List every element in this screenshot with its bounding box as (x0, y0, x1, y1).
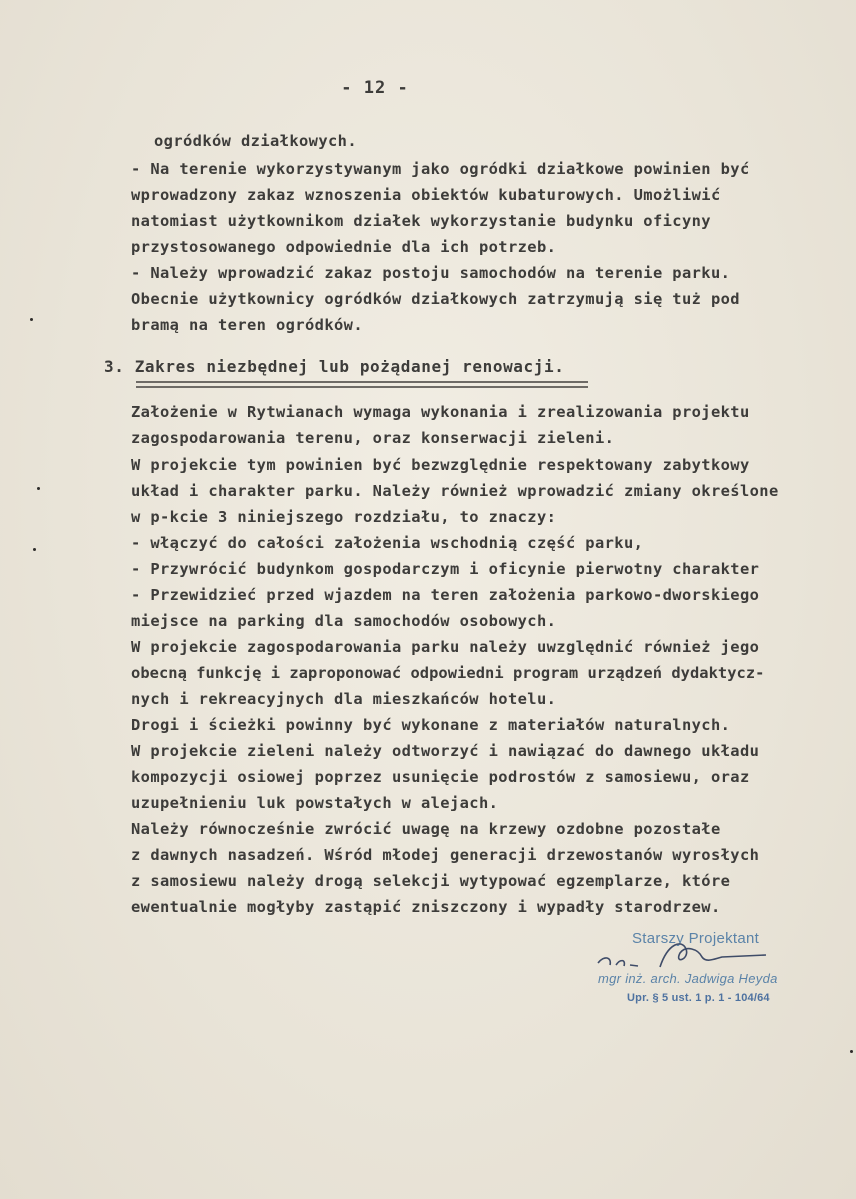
margin-dot (850, 1050, 853, 1053)
text-line: - Przywrócić budynkom gospodarczym i oficynie pierwotny charakter (131, 560, 760, 578)
text-line: wprowadzony zakaz wznoszenia obiektów kubaturowych. Umożliwić (131, 186, 721, 204)
stamp-title: Starszy Projektant (632, 930, 760, 947)
text-line: Drogi i ścieżki powinny być wykonane z materiałów naturalnych. (131, 716, 731, 734)
text-line: ogródków działkowych. (154, 132, 357, 150)
text-line: układ i charakter parku. Należy również wprowadzić zmiany określone (131, 482, 779, 500)
margin-dot (33, 548, 36, 551)
text-line: przystosowanego odpowiednie dla ich potrzeb. (131, 238, 557, 256)
margin-dot (37, 487, 40, 490)
text-line: - Na terenie wykorzystywanym jako ogródki działkowe powinien być (131, 160, 750, 178)
text-line: - Należy wprowadzić zakaz postoju samochodów na terenie parku. (131, 264, 731, 282)
stamp-name: mgr inż. arch. Jadwiga Heyda (598, 971, 778, 986)
text-line: W projekcie zieleni należy odtworzyć i nawiązać do dawnego układu (131, 742, 760, 760)
text-line: - włączyć do całości założenia wschodnią część parku, (131, 534, 644, 552)
page-number: - 12 - (341, 78, 409, 98)
text-line: ewentualnie mogłyby zastąpić zniszczony i wypadły starodrzew. (131, 898, 721, 916)
text-line: nych i rekreacyjnych dla mieszkańców hotelu. (131, 690, 557, 708)
text-line: bramą na teren ogródków. (131, 316, 363, 334)
text-line: z samosiewu należy drogą selekcji wytypować egzemplarze, które (131, 872, 731, 890)
text-line: Założenie w Rytwianach wymaga wykonania i zrealizowania projektu (131, 403, 750, 421)
text-line: w p-kcie 3 niniejszego rozdziału, to znaczy: (131, 508, 557, 526)
text-line: z dawnych nasadzeń. Wśród młodej generacji drzewostanów wyrosłych (131, 846, 760, 864)
text-line: obecną funkcję i zaproponować odpowiedni program urządzeń dydaktycz- (131, 664, 765, 682)
text-line: - Przewidzieć przed wjazdem na teren założenia parkowo-dworskiego (131, 586, 760, 604)
margin-dot (30, 318, 33, 321)
signature-icon (590, 935, 780, 975)
text-line: miejsce na parking dla samochodów osobowych. (131, 612, 557, 630)
text-line: kompozycji osiowej poprzez usunięcie podrostów z samosiewu, oraz (131, 768, 750, 786)
text-line: uzupełnieniu luk powstałych w alejach. (131, 794, 499, 812)
text-line: Należy równocześnie zwrócić uwagę na krzewy ozdobne pozostałe (131, 820, 721, 838)
text-line: W projekcie zagospodarowania parku należy uwzględnić również jego (131, 638, 760, 656)
section-heading: 3. Zakres niezbędnej lub pożądanej renowacji. (104, 357, 565, 376)
text-line: zagospodarowania terenu, oraz konserwacji zieleni. (131, 429, 615, 447)
stamp-registration: Upr. § 5 ust. 1 p. 1 - 104/64 (627, 992, 770, 1004)
text-line: natomiast użytkownikom działek wykorzystanie budynku oficyny (131, 212, 711, 230)
text-line: Obecnie użytkownicy ogródków działkowych zatrzymują się tuż pod (131, 290, 740, 308)
heading-double-underline (136, 381, 588, 388)
text-line: W projekcie tym powinien być bezwzględnie respektowany zabytkowy (131, 456, 750, 474)
